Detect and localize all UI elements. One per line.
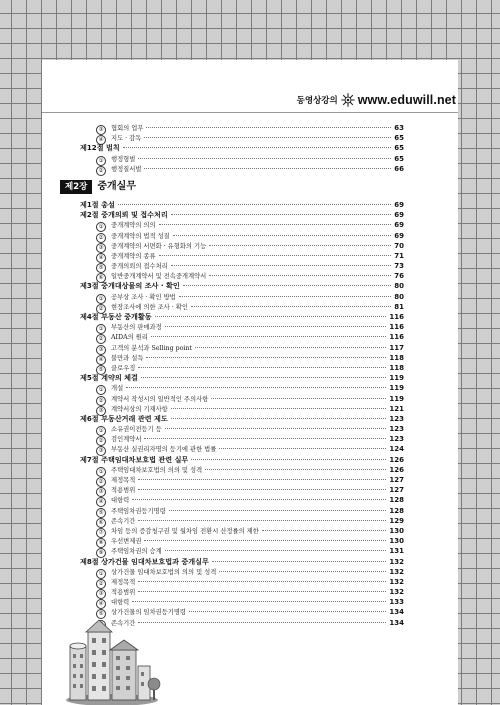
- entry-title: 제정목적: [111, 477, 136, 484]
- dot-leader: [171, 418, 387, 419]
- item-number: ②: [96, 396, 106, 406]
- lecture-label: 동영상강의: [296, 96, 338, 106]
- dot-leader: [118, 204, 391, 205]
- entry-title: 차임 등의 증감청구권 및 월차임 전환시 산정률의 제한: [111, 527, 259, 535]
- toc-item: [80, 343, 404, 353]
- chapter-badge: 제2장: [60, 180, 92, 194]
- item-number: ①: [96, 294, 106, 304]
- item-number: ②: [96, 334, 106, 344]
- item-number: ⑥: [96, 273, 106, 283]
- entry-title: 대항력: [111, 599, 130, 607]
- publisher-header: [297, 93, 456, 107]
- dot-leader: [159, 255, 392, 256]
- page-number: 80: [394, 292, 404, 301]
- page-number: 81: [394, 302, 404, 311]
- item-number: ①: [96, 156, 106, 166]
- toc-item: [80, 164, 404, 174]
- item-number: ⑦: [96, 528, 106, 538]
- item-number: ⑤: [96, 508, 106, 518]
- entry-title: 존속기간: [111, 619, 136, 627]
- page-number: 134: [389, 608, 404, 617]
- toc-item: [80, 516, 404, 526]
- item-number: ②: [96, 233, 106, 243]
- toc-item: [80, 567, 404, 577]
- dot-leader: [165, 428, 387, 429]
- item-number: ⑧: [96, 538, 106, 548]
- page-number: 123: [389, 414, 404, 423]
- dot-leader: [262, 530, 387, 531]
- page-number: 132: [389, 577, 404, 586]
- entry-title: 제6절 부동산거래 관련 제도: [80, 413, 168, 423]
- toc-item: [80, 133, 404, 143]
- entry-title: 우선변제권: [111, 538, 142, 546]
- toc-item: [80, 231, 404, 241]
- item-number: ②: [96, 477, 106, 487]
- item-number: ④: [96, 135, 106, 145]
- entry-title: 중개계약의 종류: [111, 252, 156, 260]
- dot-leader: [179, 296, 391, 297]
- dot-leader: [171, 408, 387, 409]
- page-number: 123: [389, 425, 404, 434]
- entry-title: 제12절 벌칙: [80, 143, 120, 153]
- dot-leader: [219, 571, 386, 572]
- toc-section: [80, 557, 404, 567]
- page-number: 128: [389, 506, 404, 515]
- dot-leader: [144, 540, 386, 541]
- website-url[interactable]: www.eduwill.net: [357, 93, 456, 107]
- chapter-title: 중개실무: [97, 180, 136, 192]
- dot-leader: [126, 387, 386, 388]
- entry-title: 부동산 실권리자명의 등기에 관한 법률: [111, 446, 217, 454]
- dot-leader: [144, 137, 391, 138]
- entry-title: 고객의 분석과 Selling point: [111, 344, 193, 352]
- page-number: 116: [389, 333, 404, 342]
- dot-leader: [191, 306, 391, 307]
- entry-title: 제1절 총설: [80, 199, 115, 209]
- toc-item: [80, 302, 404, 312]
- toc-item: [80, 465, 404, 475]
- item-number: ④: [96, 253, 106, 263]
- page-number: 130: [389, 537, 404, 546]
- dot-leader: [146, 357, 386, 358]
- entry-title: 불만과 설득: [111, 354, 144, 362]
- toc-item: [80, 292, 404, 302]
- dot-leader: [138, 479, 386, 480]
- page-number: 126: [389, 455, 404, 464]
- dot-leader: [155, 316, 387, 317]
- item-number: ③: [96, 125, 106, 135]
- entry-title: 중개계약의 의의: [111, 222, 156, 230]
- entry-title: 제2절 중개의뢰 및 접수처리: [80, 210, 168, 220]
- page-number: 119: [389, 374, 404, 383]
- toc-item: [80, 495, 404, 505]
- entry-title: 중개계약의 서면화 · 유형화의 기능: [111, 242, 207, 250]
- dot-leader: [189, 611, 386, 612]
- book-page: [42, 60, 458, 705]
- toc-item: [80, 271, 404, 281]
- page-number: 116: [389, 323, 404, 332]
- entry-title: 공부상 조사 · 확인 방법: [111, 293, 176, 301]
- item-number: ②: [96, 166, 106, 176]
- page-number: 70: [394, 241, 404, 250]
- toc-item: [80, 220, 404, 230]
- toc-item: [80, 526, 404, 536]
- page-number: 121: [389, 404, 404, 413]
- toc-item: [80, 597, 404, 607]
- dot-leader: [146, 127, 391, 128]
- toc-section: [80, 210, 404, 220]
- entry-title: 상가건물 임대차보호법의 의의 및 성격: [111, 568, 217, 576]
- dot-leader: [165, 326, 387, 327]
- entry-title: 협회의 업무: [111, 125, 144, 132]
- entry-title: 제4절 부동산 중개활동: [80, 312, 152, 321]
- toc-item: [80, 536, 404, 546]
- page-number: 133: [389, 598, 404, 607]
- toc-item: [80, 394, 404, 404]
- item-number: ③: [96, 589, 106, 599]
- dot-leader: [132, 601, 386, 602]
- entry-title: AIDA의 원리: [111, 334, 148, 342]
- buildings-illustration: [62, 608, 162, 705]
- item-number: ①: [96, 426, 106, 436]
- toc-item: [80, 546, 404, 556]
- entry-title: 주택임차권등기명령: [111, 507, 166, 515]
- dot-leader: [138, 520, 386, 521]
- dot-leader: [123, 147, 391, 148]
- entry-title: 주택임대차보호법의 의의 및 성격: [111, 466, 203, 474]
- toc-section: [80, 373, 404, 383]
- dot-leader: [169, 510, 387, 511]
- toc-section: [80, 455, 404, 465]
- page-number: 69: [394, 221, 404, 230]
- toc-item: [80, 261, 404, 271]
- entry-title: 제7절 주택임대차보호법 관련 실무: [80, 454, 189, 464]
- page-number: 132: [389, 557, 404, 566]
- page-number: 69: [394, 200, 404, 209]
- dot-leader: [138, 591, 386, 592]
- toc-item: [80, 434, 404, 444]
- dot-leader: [141, 377, 387, 378]
- item-number: ①: [96, 385, 106, 395]
- toc-item: [80, 506, 404, 516]
- toc-chapter-heading: [65, 177, 404, 197]
- dot-leader: [171, 265, 392, 266]
- toc-item: [80, 383, 404, 393]
- toc-section: [80, 414, 404, 424]
- entry-title: 개설: [111, 385, 124, 393]
- entry-title: 적용범위: [111, 589, 136, 597]
- dot-leader: [171, 214, 392, 215]
- page-number: 69: [394, 211, 404, 220]
- item-number: ①: [96, 569, 106, 579]
- page-number: 80: [394, 282, 404, 291]
- dot-leader: [183, 285, 392, 286]
- item-number: ②: [96, 579, 106, 589]
- page-number: 119: [389, 394, 404, 403]
- page-number: 127: [389, 486, 404, 495]
- dot-leader: [212, 561, 387, 562]
- page-number: 69: [394, 231, 404, 240]
- page-number: 76: [394, 272, 404, 281]
- entry-title: 클로우징: [111, 364, 136, 372]
- item-number: ③: [96, 487, 106, 497]
- entry-title: 상가건물의 임차권등기명령: [111, 609, 186, 617]
- entry-title: 제5절 계약의 체결: [80, 373, 138, 383]
- entry-title: 대항력: [111, 497, 130, 505]
- item-number: ⑤: [96, 365, 106, 375]
- item-number: ④: [96, 355, 106, 365]
- item-number: ②: [96, 304, 106, 314]
- page-number: 123: [389, 435, 404, 444]
- entry-title: 계약서 작성시의 일반적인 주의사항: [111, 395, 209, 403]
- dot-leader: [173, 235, 392, 236]
- toc-item: [80, 123, 404, 133]
- page-number: 66: [394, 164, 404, 173]
- page-number: 126: [389, 465, 404, 474]
- toc-section: [80, 200, 404, 210]
- item-number: ①: [96, 324, 106, 334]
- item-number: ①: [96, 467, 106, 477]
- item-number: ④: [96, 497, 106, 507]
- dot-leader: [195, 347, 386, 348]
- item-number: ⑤: [96, 609, 106, 619]
- toc-item: [80, 485, 404, 495]
- page-number: 124: [389, 445, 404, 454]
- entry-title: 제정목적: [111, 578, 136, 586]
- page-number: 132: [389, 588, 404, 597]
- dot-leader: [191, 459, 386, 460]
- entry-title: 소유권이전등기 등: [111, 426, 162, 434]
- toc-item: [80, 444, 404, 454]
- item-number: ⑥: [96, 518, 106, 528]
- page-number: 73: [394, 262, 404, 271]
- dot-leader: [132, 499, 386, 500]
- entry-title: 존속기간: [111, 517, 136, 525]
- entry-title: 지도 · 감독: [111, 135, 142, 143]
- dot-leader: [205, 469, 386, 470]
- dot-leader: [138, 158, 391, 159]
- entry-title: 현장조사에 의한 조사 · 확인: [111, 303, 188, 311]
- item-number: ⑤: [96, 263, 106, 273]
- toc-item: [80, 404, 404, 414]
- page-number: 65: [394, 134, 404, 143]
- toc-section: [80, 281, 404, 291]
- entry-title: 주택임차권의 승계: [111, 548, 162, 556]
- page-number: 118: [389, 353, 404, 362]
- dot-leader: [209, 245, 391, 246]
- toc-item: [80, 475, 404, 485]
- page-number: 127: [389, 476, 404, 484]
- item-number: ③: [96, 345, 106, 355]
- toc-item: [80, 251, 404, 261]
- page-number: 131: [389, 547, 404, 556]
- table-of-contents: [65, 123, 404, 628]
- page-number: 128: [389, 496, 404, 505]
- toc-item: [80, 363, 404, 373]
- item-number: ③: [96, 243, 106, 253]
- dot-leader: [144, 438, 386, 439]
- header-divider: [42, 112, 458, 113]
- toc-item: [80, 241, 404, 251]
- page-number: 129: [389, 516, 404, 525]
- item-number: ①: [96, 222, 106, 232]
- entry-title: 적용범위: [111, 487, 136, 495]
- dot-leader: [219, 448, 386, 449]
- eduwill-logo-icon: [341, 93, 355, 107]
- item-number: ⑨: [96, 548, 106, 558]
- item-number: ③: [96, 446, 106, 456]
- toc-item: [80, 577, 404, 587]
- entry-title: 행정형벌: [111, 155, 136, 163]
- dot-leader: [138, 622, 386, 623]
- dot-leader: [159, 224, 392, 225]
- entry-title: 제3절 중개대상물의 조사 · 확인: [80, 281, 180, 291]
- page-number: 134: [389, 618, 404, 627]
- toc-item: [80, 587, 404, 597]
- entry-title: 검인계약서: [111, 436, 142, 444]
- toc-item: [80, 424, 404, 434]
- page-number: 71: [394, 251, 404, 260]
- item-number: ④: [96, 599, 106, 609]
- page-number: 116: [389, 313, 404, 321]
- dot-leader: [209, 275, 391, 276]
- entry-title: 일반중개계약서 및 전속중개계약서: [111, 273, 207, 281]
- entry-title: 계약서상의 기재사항: [111, 405, 168, 413]
- toc-item: [80, 322, 404, 332]
- dot-leader: [151, 336, 386, 337]
- dot-leader: [138, 367, 386, 368]
- dot-leader: [138, 489, 386, 490]
- dot-leader: [211, 398, 386, 399]
- dot-leader: [138, 581, 386, 582]
- page-number: 132: [389, 567, 404, 576]
- entry-title: 중개계약의 법적 성질: [111, 232, 170, 240]
- entry-title: 제8절 상가건물 임대차보호법과 중개실무: [80, 556, 209, 566]
- toc-item: [80, 154, 404, 164]
- page-number: 130: [389, 526, 404, 535]
- entry-title: 행정질서벌: [111, 165, 142, 173]
- item-number: ②: [96, 436, 106, 446]
- entry-title: 부동산의 판매과정: [111, 324, 162, 332]
- toc-section: [80, 143, 404, 153]
- page-number: 117: [389, 343, 404, 352]
- page-number: 63: [394, 124, 404, 132]
- page-number: 65: [394, 154, 404, 163]
- entry-title: 중개의뢰의 접수처리: [111, 263, 168, 271]
- page-number: 118: [389, 363, 404, 372]
- item-number: ③: [96, 406, 106, 416]
- dot-leader: [144, 168, 391, 169]
- page-number: 65: [394, 144, 404, 153]
- page-number: 119: [389, 384, 404, 393]
- toc-item: [80, 353, 404, 363]
- toc-section: [80, 312, 404, 322]
- dot-leader: [165, 550, 387, 551]
- toc-item: [80, 332, 404, 342]
